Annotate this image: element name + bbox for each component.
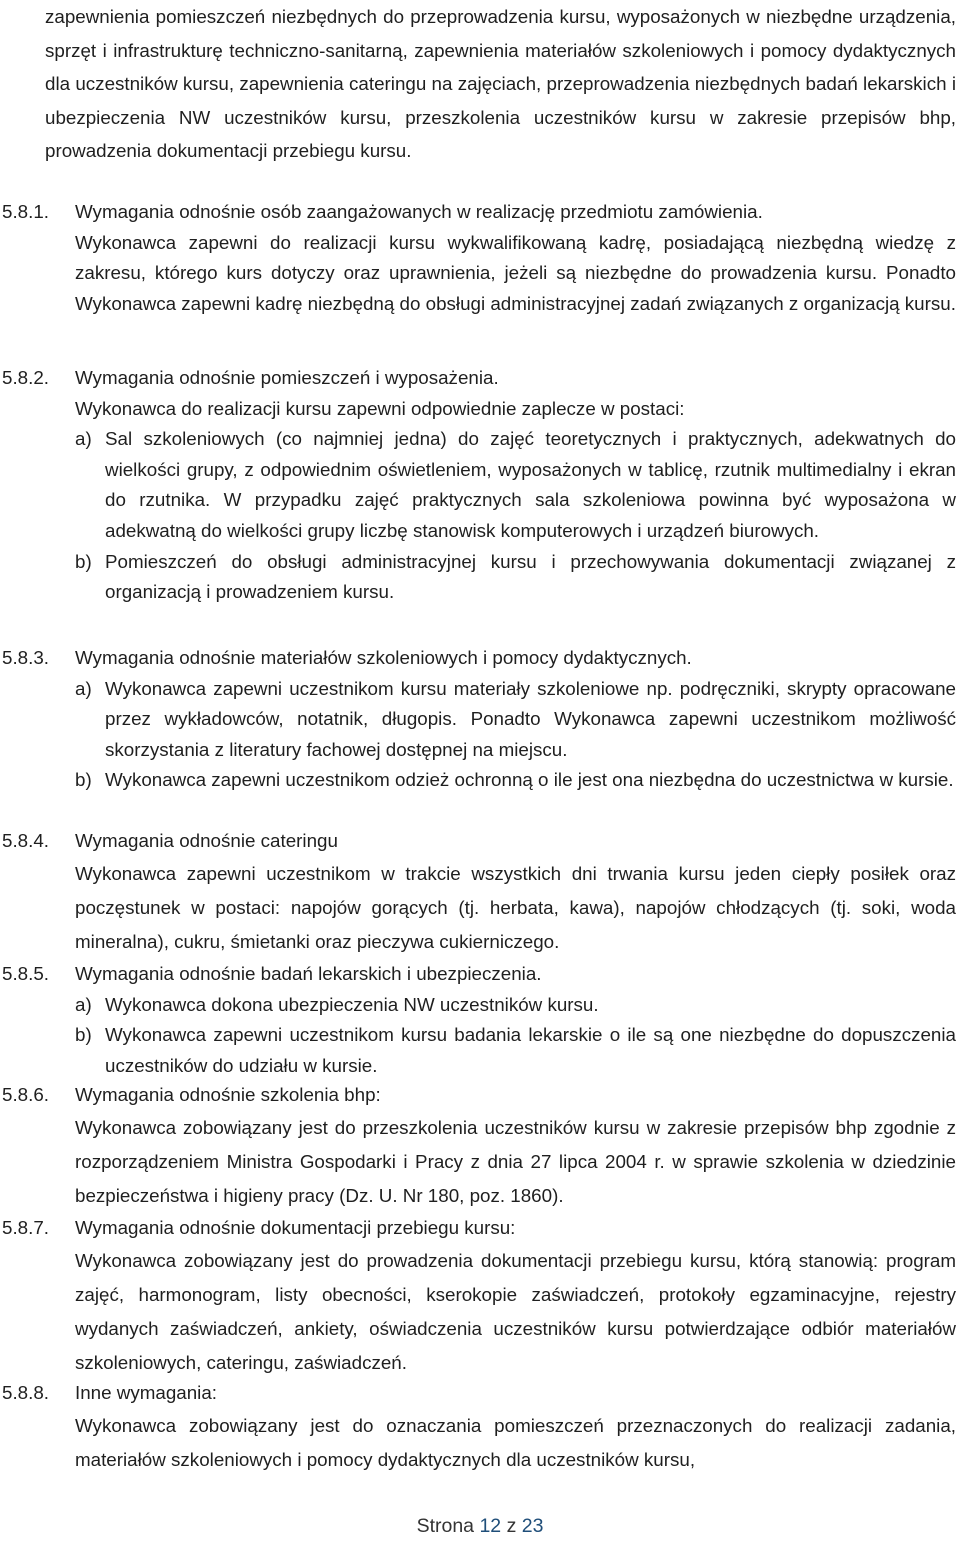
footer-page-number: 12 [479,1515,502,1537]
section-text: Wykonawca do realizacji kursu zapewni odpowiednie zaplecze w postaci: [75,397,685,419]
section-title: Wymagania odnośnie badań lekarskich i ubezpieczenia. [75,963,542,984]
section-title: Wymagania odnośnie szkolenia bhp: [75,1084,381,1105]
list-item-label: b) [75,1024,92,1046]
section-5-8-7 [0,1213,960,1380]
list-item [75,1020,956,1081]
section-5-8-3 [0,643,960,796]
list-item-label: b) [75,769,92,791]
section-title: Inne wymagania: [75,1382,217,1403]
section-5-8-6 [0,1080,960,1213]
section-number: 5.8.5. [2,963,49,984]
section-number: 5.8.6. [2,1084,49,1105]
list-item-label: a) [75,428,92,450]
intro-paragraph: zapewnienia pomieszczeń niezbędnych do przeprowadzenia kursu, wyposażonych w niezbędne urządzenia, sprzęt i infrastrukturę techniczno-sanitarną, zapewnienia materiałów szkoleniowych i pomocy dydaktycznych dla uczestników kursu, zapewnienia cateringu na zajęciach, przeprowadzenia niezbędnych badań lekarskich i ubezpieczenia NW uczestników kursu, przeszkolenia uczestników kursu w zakresie przepisów bhp, prowadzenia dokumentacji przebiegu kursu. [45,6,956,162]
section-text: Wykonawca zapewni do realizacji kursu wykwalifikowaną kadrę, posiadającą niezbędną wiedzę z zakresu, którego kurs dotyczy oraz uprawnienia, jeżeli są niezbędne do prowadzenia kursu. Ponadto Wykonawca zapewni kadrę niezbędną do obsługi administracyjnej zadań związanych z organizacją kursu. [75,231,956,314]
list-item-text: Pomieszczeń do obsługi administracyjnej kursu i przechowywania dokumentacji związanej z organizacją i prowadzeniem kursu. [105,550,956,603]
list-item-label: b) [75,550,92,572]
list-item-text: Wykonawca zapewni uczestnikom odzież ochronną o ile jest ona niezbędna do uczestnictwa w kursie. [105,769,954,791]
list-item-text: Wykonawca zapewni uczestnikom kursu materiały szkoleniowe np. podręczniki, skrypty opracowane przez wykładowców, notatnik, długopis. Ponadto Wykonawca zapewni uczestnikom możliwość skorzystania z literatury fachowej dostępnej na miejscu. [105,677,956,760]
section-text: Wykonawca zapewni uczestnikom w trakcie wszystkich dni trwania kursu jeden ciepły posiłek oraz poczęstunek w postaci: napojów gorących (tj. herbata, kawa), napojów chłodzących (tj. soki, woda mineralna), cukru, śmietanki oraz pieczywa cukierniczego. [75,862,956,952]
section-number: 5.8.4. [2,830,49,851]
list-item [75,547,956,608]
section-5-8-1 [0,197,960,319]
section-text: Wykonawca zobowiązany jest do prowadzenia dokumentacji przebiegu kursu, którą stanowią: program zajęć, harmonogram, listy obecności, kserokopie zaświadczeń, protokoły egzaminacyjne, rejestry wydanych zaświadczeń, ankiety, oświadczenia uczestników kursu potwierdzające odbiór materiałów szkoleniowych, cateringu, zaświadczeń. [75,1249,956,1373]
section-5-8-2 [0,363,960,608]
section-text: Wykonawca zobowiązany jest do przeszkolenia uczestników kursu w zakresie przepisów bhp zgodnie z rozporządzeniem Ministra Gospodarki i Pracy z dnia 27 lipca 2004 r. w sprawie szkolenia w dziedzinie bezpieczeństwa i higieny pracy (Dz. U. Nr 180, poz. 1860). [75,1116,956,1206]
list-item-label: a) [75,993,92,1015]
list-item [75,990,956,1021]
list-item-text: Wykonawca zapewni uczestnikom kursu badania lekarskie o ile są one niezbędne do dopuszczenia uczestników do udziału w kursie. [105,1024,956,1076]
list-item-text: Wykonawca dokona ubezpieczenia NW uczestników kursu. [105,993,599,1015]
list-item [75,765,956,796]
section-5-8-8 [0,1378,960,1477]
section-title: Wymagania odnośnie osób zaangażowanych w realizację przedmiotu zamówienia. [75,201,763,222]
section-title: Wymagania odnośnie pomieszczeń i wyposażenia. [75,367,499,388]
section-text: Wykonawca zobowiązany jest do oznaczania pomieszczeń przeznaczonych do realizacji zadania, materiałów szkoleniowych i pomocy dydaktycznych dla uczestników kursu, [75,1414,956,1470]
footer-separator: z [506,1515,517,1537]
list-item [75,424,956,546]
page-footer [0,1515,960,1538]
section-title: Wymagania odnośnie cateringu [75,830,338,851]
section-title: Wymagania odnośnie dokumentacji przebiegu kursu: [75,1217,516,1238]
section-5-8-5 [0,959,960,1081]
section-number: 5.8.1. [2,201,49,222]
footer-page-total: 23 [521,1515,544,1537]
section-number: 5.8.3. [2,647,49,668]
section-5-8-4 [0,826,960,959]
section-number: 5.8.7. [2,1217,49,1238]
section-title: Wymagania odnośnie materiałów szkoleniowych i pomocy dydaktycznych. [75,647,692,668]
section-number: 5.8.2. [2,367,49,388]
list-item [75,674,956,766]
list-item-text: Sal szkoleniowych (co najmniej jedna) do zajęć teoretycznych i praktycznych, adekwatnych do wielkości grupy, z odpowiednim oświetleniem, wyposażonych w tablicę, rzutnik multimedialny i ekran do rzutnika. W przypadku zajęć praktycznych sala szkoleniowa powinna być wyposażona w adekwatną do wielkości grupy liczbę stanowisk komputerowych i urządzeń biurowych. [105,428,956,541]
section-number: 5.8.8. [2,1382,49,1403]
footer-page-label: Strona [416,1515,475,1537]
list-item-label: a) [75,677,92,699]
